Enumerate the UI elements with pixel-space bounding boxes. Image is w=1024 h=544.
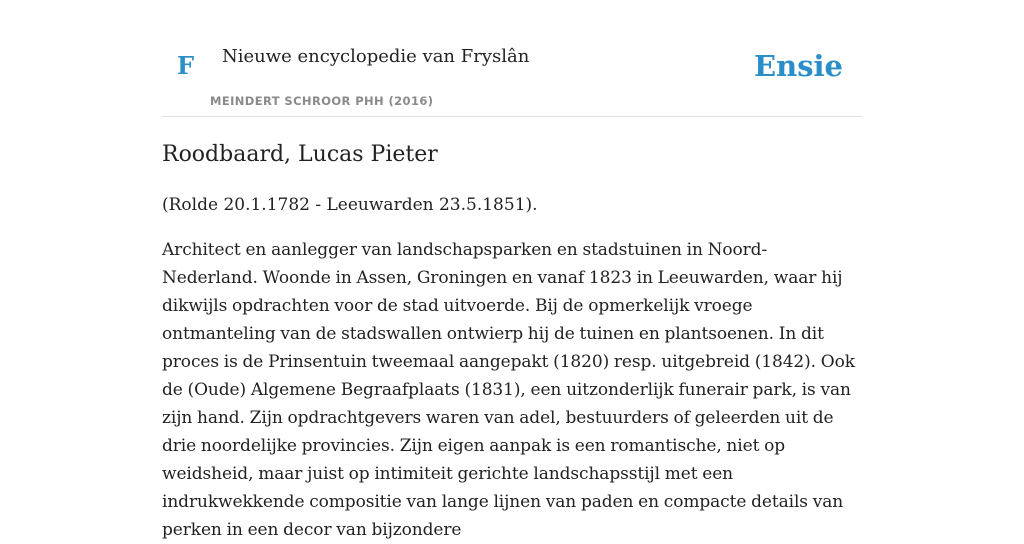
book-icon[interactable]: F (177, 51, 195, 80)
ensie-logo[interactable]: Ensie (754, 49, 843, 83)
entry-body: Architect en aanlegger van landschapsparken en stadstuinen in Noord-Nederland. Woonde in Assen, Groningen en vanaf 1823 in Leeuwarden, waar hij dikwijls opdrachten voor de stad uitvoerde. Bij de opmerkelijk vroege ontmanteling van de stadswallen ontwierp hij de tuinen en plantsoenen. In dit proces is de Prinsentuin tweemaal aangepakt (1820) resp. uitgebreid (1842). Ook de (Oude) Algemene Begraafplaats (1831), een uitzonderlijk funerair park, is van zijn hand. Zijn opdrachtgevers waren van adel, bestuurders of geleerden uit de drie noordelijke provincies. Zijn eigen aanpak is een romantische, niet op weidsheid, maar juist op intimiteit gerichte landschapsstijl met een indrukwekkende compositie van lange lijnen van paden en compacte details van perken in een decor van bijzondere (162, 240, 855, 540)
entry-dates: (Rolde 20.1.1782 - Leeuwarden 23.5.1851). (162, 195, 538, 215)
book-header (162, 0, 862, 117)
book-author: MEINDERT SCHROOR PHH (2016) (210, 94, 434, 108)
book-title-link[interactable]: Nieuwe encyclopedie van Fryslân (222, 46, 530, 67)
article (162, 140, 862, 544)
entry-title: Roodbaard, Lucas Pieter (162, 142, 438, 167)
